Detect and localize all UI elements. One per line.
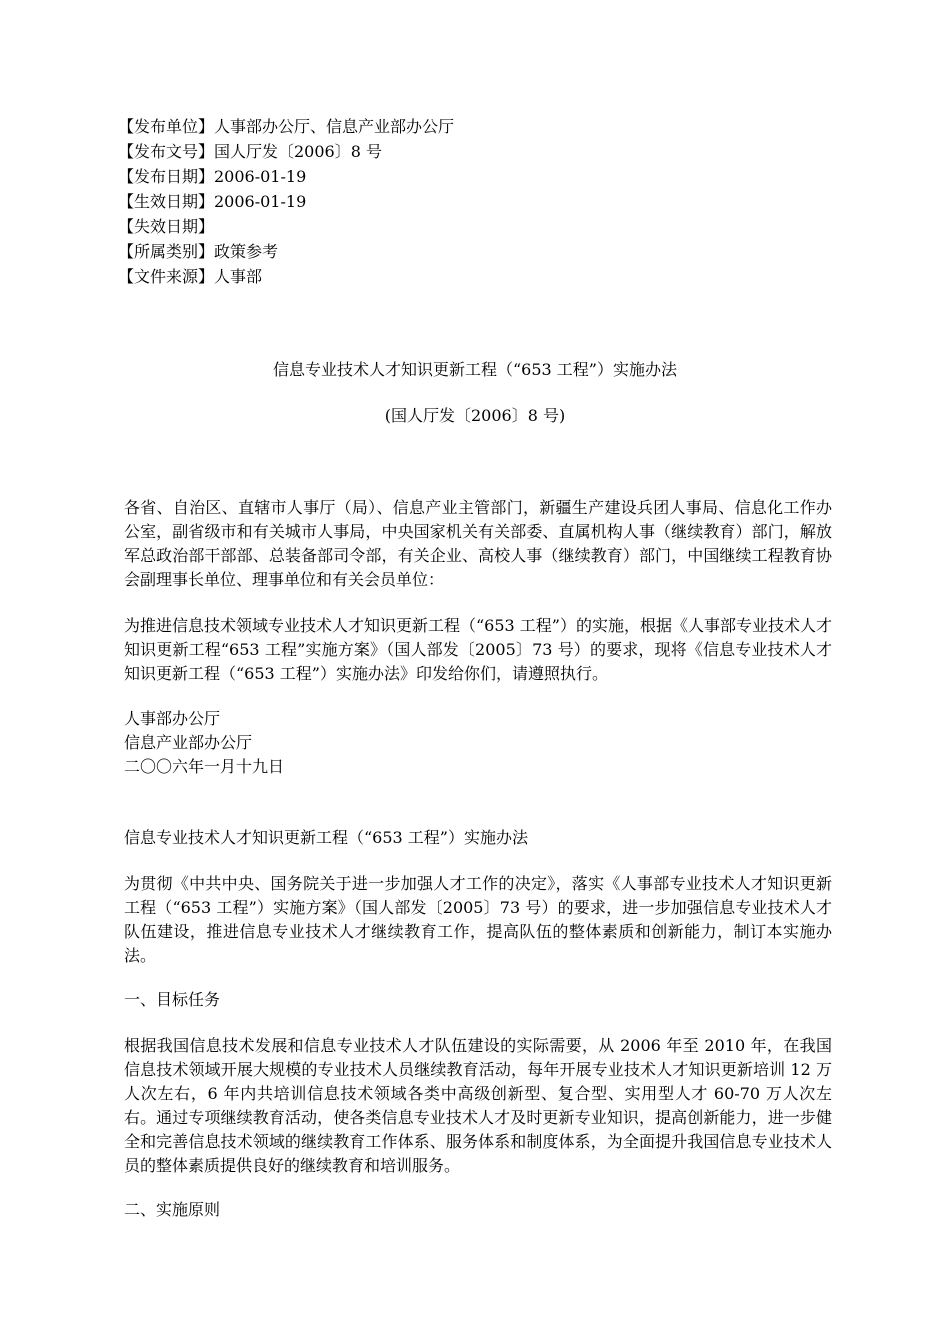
signature-date: 二〇〇六年一月十九日: [124, 757, 285, 776]
address-text: 各省、自治区、直辖市人事厅（局）、信息产业主管部门，新疆生产建设兵团人事局、信息化工作办公室，副省级市和有关城市人事局，中央国家机关有关部委、直属机构人事（继续教育）部门，解放军总政治部干部部、总装备部司令部，有关企业、高校人事（继续教育）部门，中国继续工程教育协会副理事长单位、理事单位和有关会员单位：: [124, 498, 832, 589]
meta-doc-number: 【发布文号】国人厅发〔2006〕8 号: [118, 142, 382, 161]
purpose-text: 为贯彻《中共中央、国务院关于进一步加强人才工作的决定》，落实《人事部专业技术人才知识更新工程（“653 工程”）实施方案》（国人部发〔2005〕73 号）的要求，进一步加强信息专业技术人才队伍建设，推进信息专业技术人才继续教育工作，提高队伍的整体素质和创新能力，制订本实施办法。: [124, 874, 832, 965]
document-metadata: [118, 114, 838, 289]
meta-issuer: 【发布单位】人事部办公厅、信息产业部办公厅: [118, 117, 455, 136]
signature-office-2: 信息产业部办公厅: [124, 733, 253, 752]
meta-category: 【所属类别】政策参考: [118, 242, 279, 261]
meta-effective-date: 【生效日期】2006-01-19: [118, 192, 307, 211]
goals-paragraph: [124, 1034, 832, 1178]
address-paragraph: [124, 496, 832, 592]
signature-block: [124, 707, 832, 779]
purpose-paragraph: [124, 872, 832, 968]
document-subtitle: (国人厅发〔2006〕8 号): [384, 406, 566, 425]
heading-goals: [124, 988, 832, 1012]
meta-issue-date: 【发布日期】2006-01-19: [118, 167, 307, 186]
section-title-text: 信息专业技术人才知识更新工程（“653 工程”）实施办法: [124, 828, 528, 847]
heading-principles: [124, 1198, 832, 1222]
meta-source: 【文件来源】人事部: [118, 267, 263, 286]
heading-goals-text: 一、目标任务: [124, 990, 221, 1009]
intro-text: 为推进信息技术领域专业技术人才知识更新工程（“653 工程”）的实施，根据《人事部专业技术人才知识更新工程“653 工程”实施方案》（国人部发〔2005〕73 号）的要求，现将《信息专业技术人才知识更新工程（“653 工程”）实施办法》印发给你们，请遵照执行。: [124, 616, 832, 683]
signature-office-1: 人事部办公厅: [124, 709, 221, 728]
heading-principles-text: 二、实施原则: [124, 1200, 221, 1219]
intro-paragraph: [124, 614, 832, 686]
goals-text: 根据我国信息技术发展和信息专业技术人才队伍建设的实际需要，从 2006 年至 2010 年，在我国信息技术领域开展大规模的专业技术人员继续教育活动，每年开展专业技术人才知识更新培训 12 万人次左右，6 年内共培训信息技术领域各类中高级创新型、复合型、实用型人才 60-70 万人次左右。通过专项继续教育活动，使各类信息专业技术人才及时更新专业知识，提高创新能力，进一步健全和完善信息技术领域的继续教育工作体系、服务体系和制度体系，为全面提升我国信息专业技术人员的整体素质提供良好的继续教育和培训服务。: [124, 1036, 832, 1175]
document-title: 信息专业技术人才知识更新工程（“653 工程”）实施办法: [273, 360, 677, 379]
meta-expiry-date: 【失效日期】: [118, 217, 215, 236]
section-title: [124, 826, 832, 850]
